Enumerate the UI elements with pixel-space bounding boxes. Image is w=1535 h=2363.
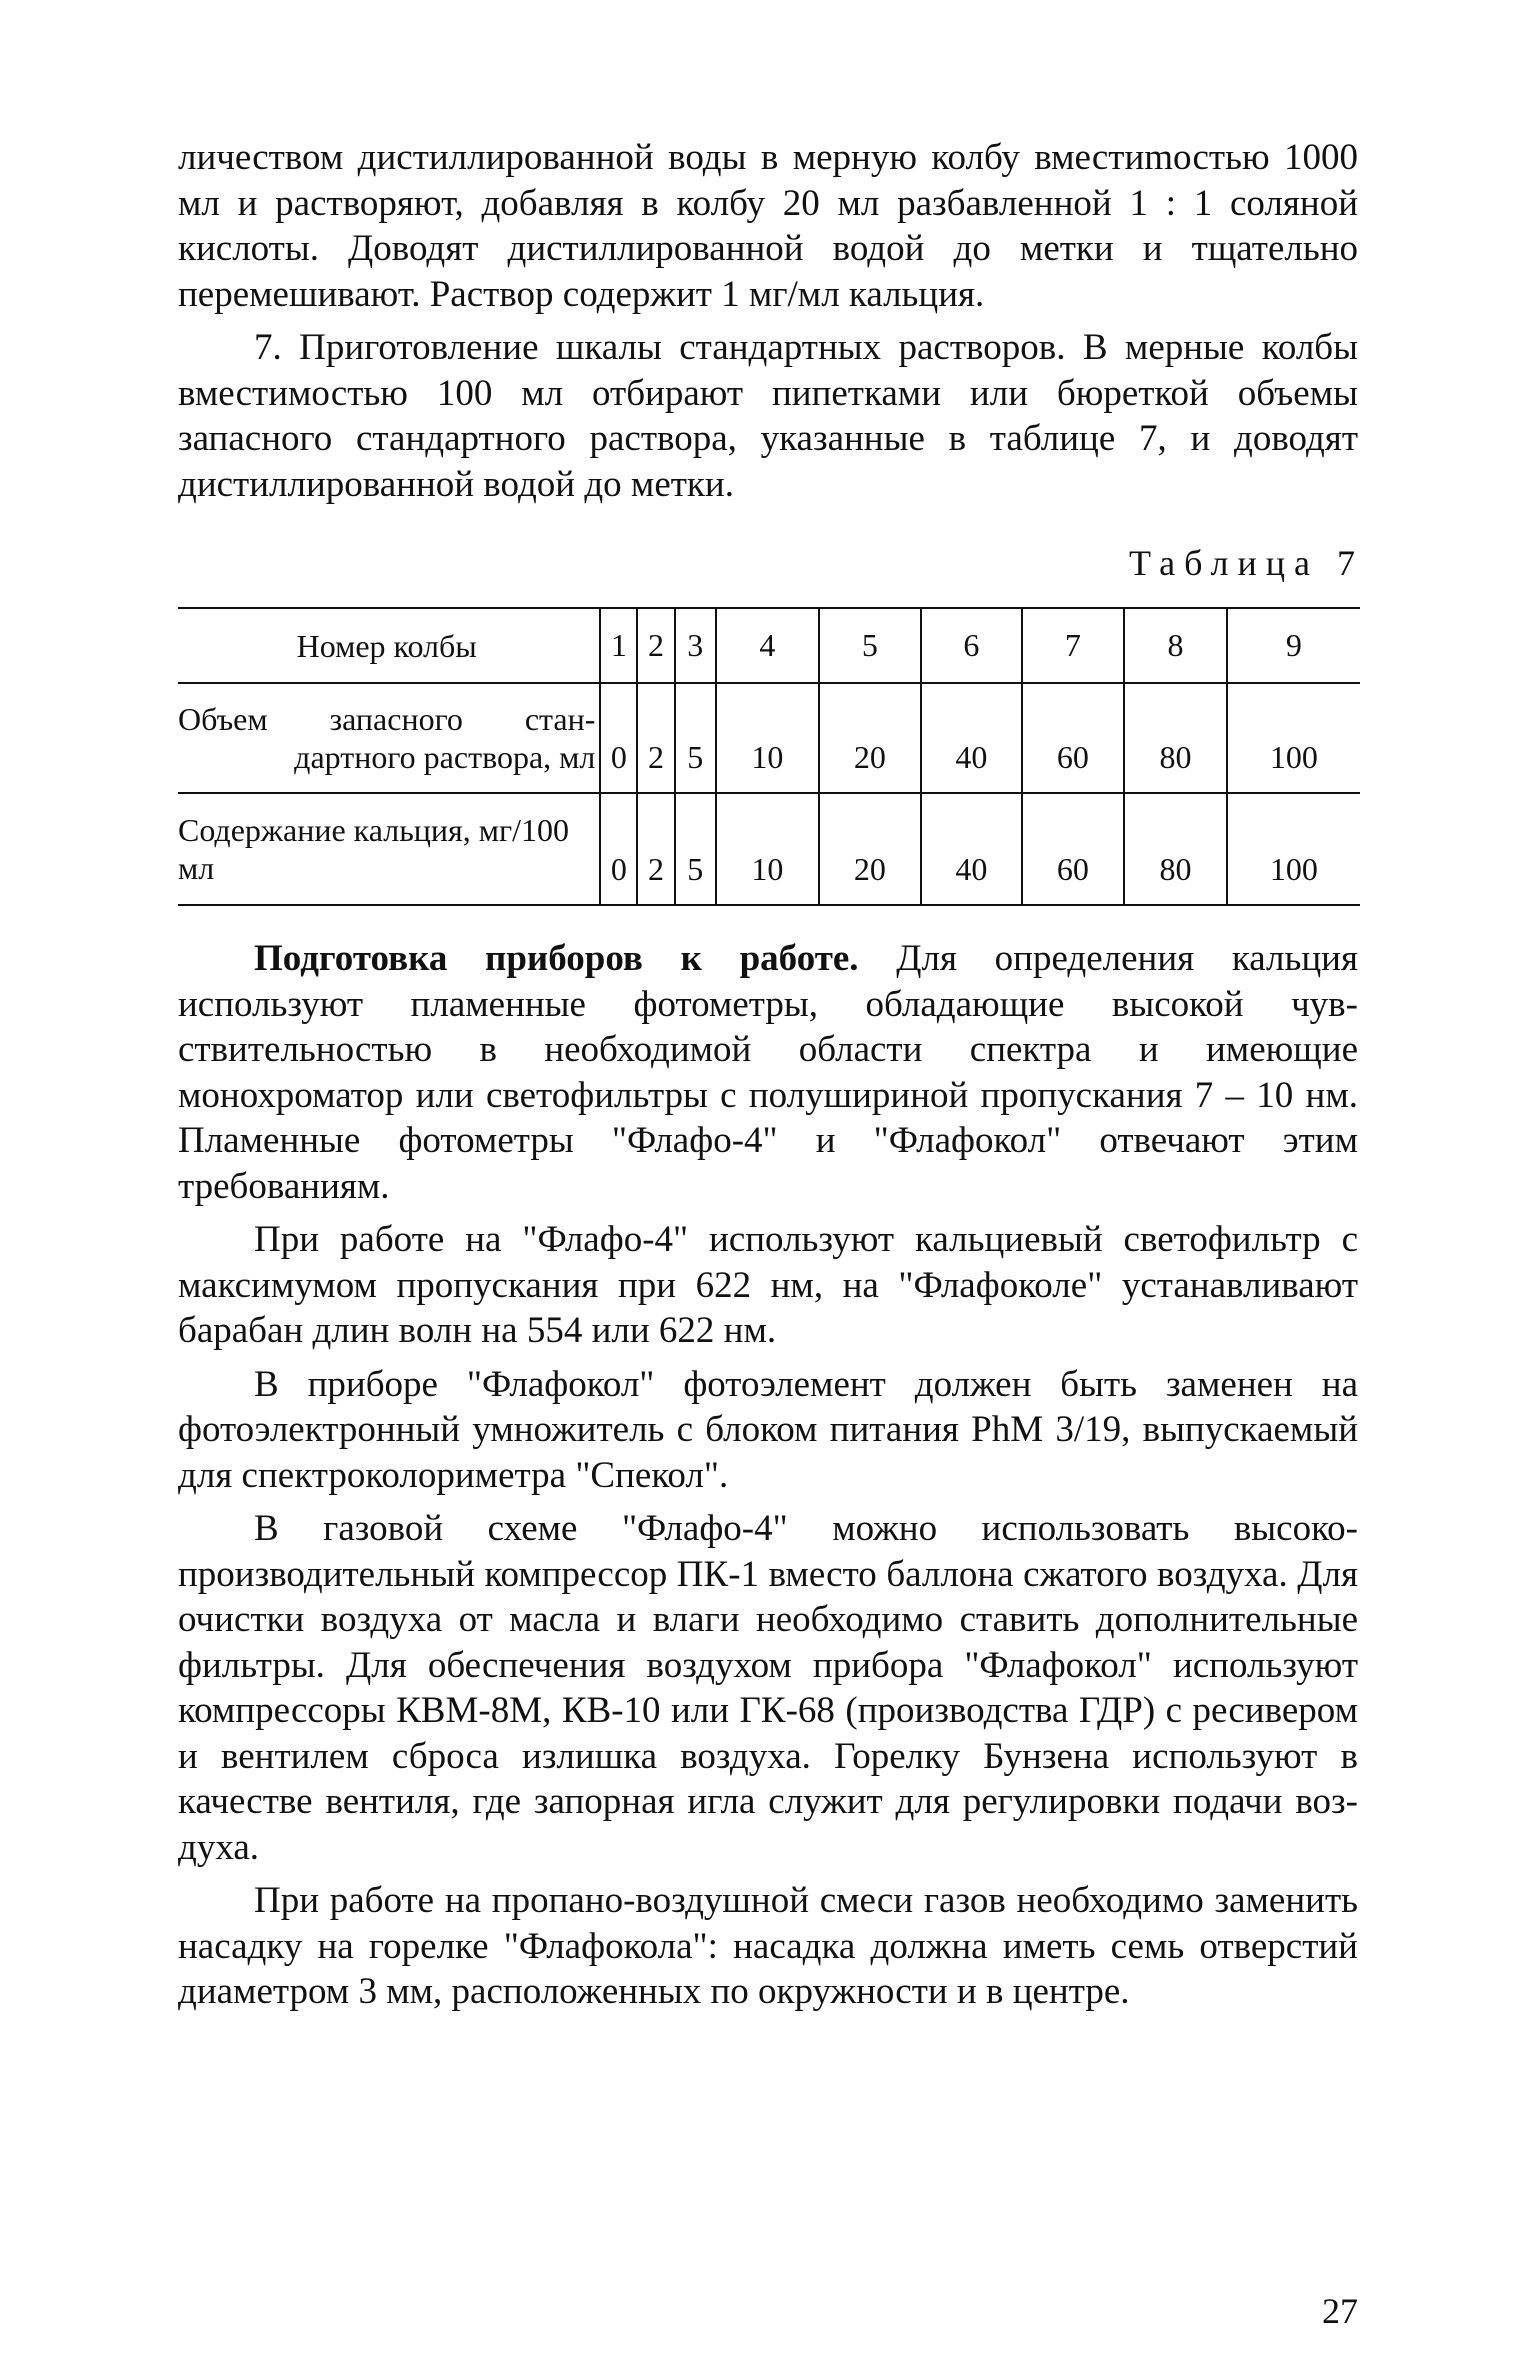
table-caption: Таблица 7 bbox=[1129, 543, 1364, 583]
paragraph-item-7: 7. Приготовление шкалы стандартных растворов. В мерные колбы вместимостью 100 мл отбирают пипетками или бюреткой объемы запасного стандартного раствора, указанные в таблице 7, и доводят дистиллированной водой до метки. bbox=[178, 327, 1358, 505]
table-cell: 5 bbox=[675, 683, 716, 793]
header-cell: 2 bbox=[637, 608, 674, 683]
header-cell: 8 bbox=[1124, 608, 1227, 683]
paragraph-gas-scheme: В газовой схеме "Флафо-4" можно использовать высокопроизводительный компрессор ПК-1 вместо баллона сжатого воздуха. Для очистки воздуха от масла и влаги необходимо ставить дополнительные фильтры. Для обеспечения воздухом прибора "Флафокол" используют компрессоры КВМ-8М, КВ-10 или ГК-68 (производства ГДР) с ресивером и вентилем сброса излишка воздуха. Горелку Бунзена используют в качестве вентиля, где запорная игла служит для регулировки подачи воздуха. bbox=[178, 1508, 1358, 1868]
paragraph-flafo4: При работе на "Флафо-4" используют кальциевый светофильтр с максимумом пропускания при 622 нм, на "Флафоколе" устанавливают барабан длин волн на 554 или 622 нм. bbox=[178, 1219, 1358, 1351]
header-cell: 9 bbox=[1227, 608, 1360, 683]
row-label-text: Объем запасного стандартного раствора, мл bbox=[178, 701, 596, 775]
table-cell: 40 bbox=[921, 683, 1021, 793]
table-cell: 20 bbox=[819, 683, 922, 793]
header-cell: 7 bbox=[1022, 608, 1125, 683]
table-row bbox=[178, 793, 1360, 905]
table-cell: 100 bbox=[1227, 683, 1360, 793]
table-cell: 0 bbox=[600, 683, 637, 793]
header-cell: 1 bbox=[600, 608, 637, 683]
table-header-row bbox=[178, 608, 1360, 683]
header-label: Номер колбы bbox=[296, 627, 477, 664]
header-cell: 6 bbox=[921, 608, 1021, 683]
page-number: 27 bbox=[1322, 2291, 1358, 2331]
table-cell: 10 bbox=[716, 683, 819, 793]
header-cell: 5 bbox=[819, 608, 922, 683]
table-cell: 20 bbox=[819, 793, 922, 905]
paragraph-propane: При работе на пропано-воздушной смеси газов необходимо заменить насадку на горелке "Флафокола": насадка должна иметь семь отверстий диаметром 3 мм, расположенных по окружности и в центре. bbox=[178, 1880, 1358, 2012]
table-row bbox=[178, 683, 1360, 793]
table-cell: 80 bbox=[1124, 683, 1227, 793]
table-cell: 5 bbox=[675, 793, 716, 905]
row-label bbox=[178, 683, 600, 793]
document-page bbox=[178, 135, 1364, 2331]
paragraph-continuation: личеством дистиллированной воды в мерную колбу вместиmостью 1000 мл и растворяют, добавляя в колбу 20 мл разбавленной 1 : 1 соляной кислоты. Доводят дистиллированной водой до метки и тщательно перемешивают. Раствор содержит 1 мг/мл кальция. bbox=[178, 137, 1358, 315]
table-cell: 10 bbox=[716, 793, 819, 905]
table-cell: 2 bbox=[637, 683, 674, 793]
row-label bbox=[178, 793, 600, 905]
table-cell: 0 bbox=[600, 793, 637, 905]
header-cell: 4 bbox=[716, 608, 819, 683]
header-cell: 3 bbox=[675, 608, 716, 683]
table-cell: 40 bbox=[921, 793, 1021, 905]
paragraph-instrument-prep bbox=[178, 936, 1358, 1209]
table-cell: 60 bbox=[1022, 793, 1125, 905]
paragraph-text: Для определения кальция используют пламенные фотометры, обладающие высокой чувствительностью в необходимой области спектра и имеющие монохроматор или светофильтры с полушириной пропускания 7 – 10 нм. Пламенные фотометры "Флафо-4" и "Флафокол" отвечают этим требованиям. bbox=[178, 938, 1358, 1207]
section-heading: Подготовка приборов к работе. bbox=[254, 938, 859, 979]
row-label-text: Содержание кальция, мг/100 мл bbox=[178, 812, 570, 886]
table-cell: 60 bbox=[1022, 683, 1125, 793]
table-7 bbox=[178, 607, 1360, 906]
table-cell: 100 bbox=[1227, 793, 1360, 905]
paragraph-flafokol: В приборе "Флафокол" фотоэлемент должен быть заменен на фотоэлектронный умножитель с блоком питания PhM 3/19, выпускаемый для спектроколориметра "Спекол". bbox=[178, 1363, 1358, 1496]
table-cell: 2 bbox=[637, 793, 674, 905]
table-cell: 80 bbox=[1124, 793, 1227, 905]
